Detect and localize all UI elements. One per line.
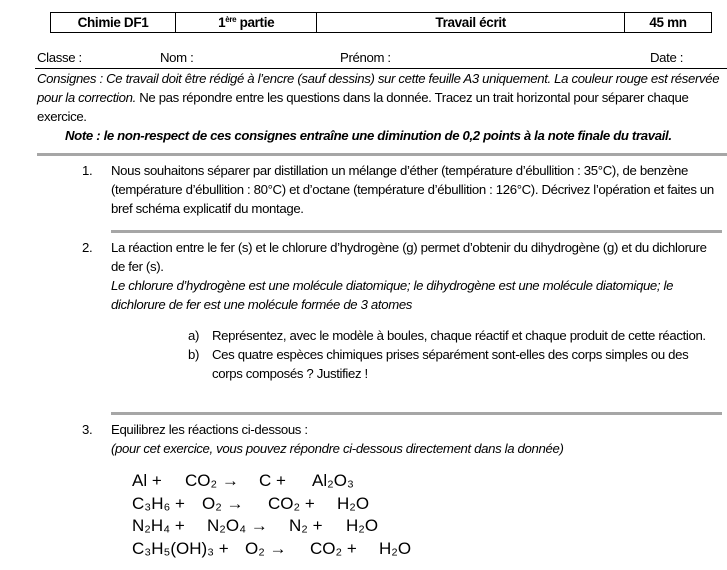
question-1 bbox=[82, 161, 722, 218]
question-3 bbox=[82, 420, 722, 458]
subquestion-text: Ces quatre espèces chimiques prises séparément sont-elles des corps simples ou des corps composés ? Justifiez ! bbox=[212, 347, 689, 381]
question-divider bbox=[111, 412, 722, 415]
instructions-normal: Ne pas répondre entre les questions dans la donnée. Tracez un trait horizontal pour séparer chaque exercice. bbox=[37, 90, 689, 124]
subquestion-b bbox=[188, 345, 708, 383]
classe-field[interactable]: Classe : bbox=[37, 50, 82, 65]
type-cell: Travail écrit bbox=[317, 13, 625, 33]
question-text: Nous souhaitons séparer par distillation un mélange d’éther (température d’ébullition : 35°C), de benzène (température d’ébullition : 80°C) et d’octane (température d’ébullition : 126°C). Décrivez l’opération et faites un bref schéma explicatif du montage. bbox=[111, 163, 714, 216]
question-number: 3. bbox=[82, 422, 93, 437]
reactant-1: N₂H₄ + bbox=[132, 516, 185, 535]
reactant-2: O₂ → bbox=[245, 538, 287, 558]
question-number: 2. bbox=[82, 240, 93, 255]
instructions-note: Note : le non-respect de ces consignes entraîne une diminution de 0,2 points à la note finale du travail. bbox=[65, 128, 672, 143]
nom-field[interactable]: Nom : bbox=[160, 50, 194, 65]
subquestion-a bbox=[188, 326, 708, 345]
date-field[interactable]: Date : bbox=[650, 50, 684, 65]
product-2: H₂O bbox=[337, 493, 370, 513]
part-cell bbox=[176, 13, 317, 33]
product-1: CO₂ + bbox=[310, 538, 357, 558]
question-text: Equilibrez les réactions ci-dessous : bbox=[111, 422, 308, 437]
subquestion-text: Représentez, avec le modèle à boules, chaque réactif et chaque produit de cette réaction. bbox=[212, 328, 706, 343]
subquestions bbox=[188, 326, 708, 383]
reactant-2: N₂O₄ → bbox=[207, 516, 268, 535]
question-divider bbox=[111, 230, 722, 233]
duration-cell: 45 mn bbox=[625, 13, 712, 33]
prenom-field[interactable]: Prénom : bbox=[340, 50, 391, 65]
question-2 bbox=[82, 238, 722, 314]
reactant-1: C₃H₆ + bbox=[132, 493, 185, 513]
product-2: H₂O bbox=[379, 538, 412, 558]
instructions-italic: Consignes : Ce travail doit être rédigé à l’encre (sauf dessins) sur cette feuille A3 uniquement. La couleur rouge est réservée pour la correction. bbox=[37, 71, 720, 105]
part-sup: ère bbox=[225, 15, 237, 24]
subquestion-label: b) bbox=[188, 347, 200, 362]
section-divider bbox=[37, 153, 727, 156]
reactant-1: C₃H₅(OH)₃ + bbox=[132, 538, 229, 558]
question-italic-text: Le chlorure d’hydrogène est une molécule diatomique; le dihydrogène est une molécule diatomique; le dichlorure de fer est une molécule formée de 3 atomes bbox=[111, 278, 674, 312]
product-1: C + bbox=[259, 471, 286, 490]
product-1: N₂ + bbox=[289, 516, 323, 535]
product-2: Al₂O₃ bbox=[312, 471, 354, 490]
subject-cell: Chimie DF1 bbox=[51, 13, 176, 33]
reactant-2: O₂ → bbox=[202, 493, 244, 513]
reactant-1: Al + bbox=[132, 471, 162, 490]
student-fields bbox=[37, 50, 727, 68]
part-label: partie bbox=[236, 15, 275, 30]
product-2: H₂O bbox=[346, 516, 379, 535]
subquestion-label: a) bbox=[188, 328, 200, 343]
question-text: La réaction entre le fer (s) et le chlorure d’hydrogène (g) permet d’obtenir du dihydrogène (g) et du dichlorure de fer (s). bbox=[111, 240, 707, 274]
product-1: CO₂ + bbox=[268, 493, 315, 513]
question-number: 1. bbox=[82, 163, 93, 178]
instructions bbox=[37, 69, 727, 145]
part-number: 1 bbox=[218, 15, 226, 30]
header-table bbox=[50, 12, 712, 33]
question-italic-text: (pour cet exercice, vous pouvez répondre ci-dessous directement dans la donnée) bbox=[111, 441, 564, 456]
reactant-2: CO₂ → bbox=[185, 471, 239, 490]
